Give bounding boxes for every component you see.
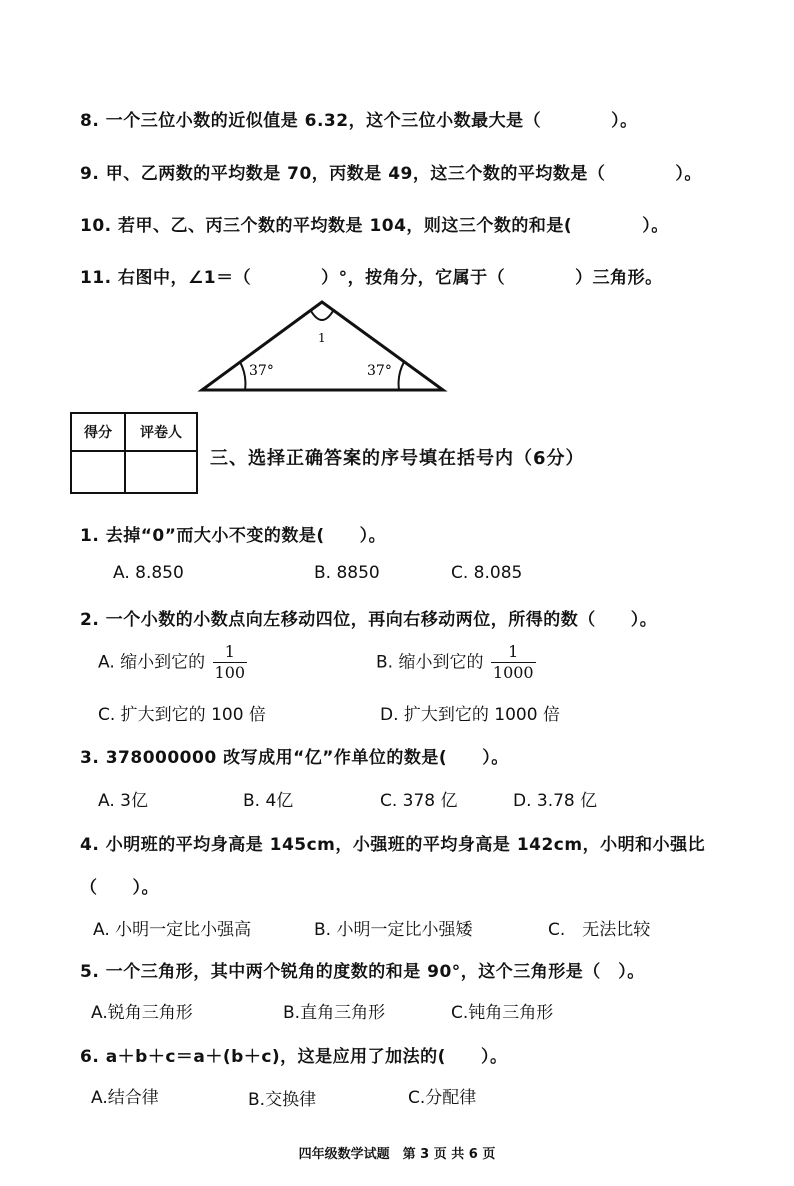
- left-angle-label: 37°: [249, 363, 274, 379]
- fraction-numerator: 1: [213, 642, 248, 663]
- choice-q3-option-a: A. 3亿: [98, 791, 148, 811]
- choice-q1-stem: 1. 去掉“0”而大小不变的数是( ）。: [80, 526, 387, 546]
- section-3-title: 三、选择正确答案的序号填在括号内（6分）: [210, 448, 585, 469]
- triangle-shape: [202, 302, 443, 390]
- fraction-1-100: [213, 642, 248, 683]
- choice-q5-stem: 5. 一个三角形，其中两个锐角的度数的和是 90°，这个三角形是（ ）。: [80, 962, 645, 982]
- choice-q5-option-c: C.钝角三角形: [451, 1003, 554, 1023]
- choice-q2-option-d: D. 扩大到它的 1000 倍: [380, 705, 560, 725]
- choice-q1-option-b: B. 8850: [314, 563, 380, 583]
- score-cell[interactable]: [71, 451, 125, 493]
- choice-q4-stem-line1: 4. 小明班的平均身高是 145cm，小强班的平均身高是 142cm，小明和小强比: [80, 835, 706, 855]
- fill-in-q11: 11. 右图中，∠1＝（ ）°，按角分，它属于（ ）三角形。: [80, 268, 663, 288]
- choice-q2-option-b-text: B. 缩小到它的: [376, 652, 484, 673]
- top-angle-arc: [311, 311, 333, 320]
- choice-q4-option-a: A. 小明一定比小强高: [93, 920, 252, 940]
- left-angle-arc: [240, 362, 245, 390]
- angle-1-label: 1: [318, 331, 326, 345]
- fraction-numerator: 1: [491, 642, 536, 663]
- choice-q2-option-a-text: A. 缩小到它的: [98, 652, 206, 673]
- choice-q5-option-b: B.直角三角形: [283, 1003, 386, 1023]
- score-header: 得分: [71, 413, 125, 451]
- fill-in-q10: 10. 若甲、乙、丙三个数的平均数是 104，则这三个数的和是( ）。: [80, 216, 669, 236]
- grader-cell[interactable]: [125, 451, 197, 493]
- choice-q5-option-a: A.锐角三角形: [91, 1003, 193, 1023]
- choice-q3-option-b: B. 4亿: [243, 791, 294, 811]
- score-box: [70, 412, 198, 494]
- choice-q2-option-c: C. 扩大到它的 100 倍: [98, 705, 266, 725]
- choice-q4-option-c: C. 无法比较: [548, 920, 651, 940]
- fill-in-q8: 8. 一个三位小数的近似值是 6.32，这个三位小数最大是（ ）。: [80, 111, 638, 131]
- choice-q2-option-a: [98, 642, 247, 683]
- right-angle-arc: [399, 362, 404, 390]
- fraction-1-1000: [491, 642, 536, 683]
- fraction-denominator: 1000: [492, 663, 534, 682]
- choice-q4-option-b: B. 小明一定比小强矮: [314, 920, 473, 940]
- fill-in-q9: 9. 甲、乙两数的平均数是 70，丙数是 49，这三个数的平均数是（ ）。: [80, 164, 702, 184]
- choice-q4-stem-line2: （ ）。: [80, 878, 159, 898]
- choice-q3-option-c: C. 378 亿: [380, 791, 458, 811]
- choice-q6-option-c: C.分配律: [408, 1088, 477, 1108]
- right-angle-label: 37°: [367, 363, 392, 379]
- grader-header: 评卷人: [125, 413, 197, 451]
- choice-q3-stem: 3. 378000000 改写成用“亿”作单位的数是( ）。: [80, 748, 509, 768]
- choice-q1-option-c: C. 8.085: [451, 563, 523, 583]
- choice-q2-stem: 2. 一个小数的小数点向左移动四位，再向右移动两位，所得的数（ ）。: [80, 610, 658, 630]
- fraction-denominator: 100: [214, 663, 246, 682]
- choice-q6-stem: 6. a＋b＋c＝a＋(b＋c)，这是应用了加法的( ）。: [80, 1047, 508, 1067]
- choice-q1-option-a: A. 8.850: [113, 563, 184, 583]
- choice-q2-option-b: [376, 642, 536, 683]
- choice-q3-option-d: D. 3.78 亿: [513, 791, 598, 811]
- choice-q6-option-a: A.结合律: [91, 1088, 159, 1108]
- choice-q6-option-b: B.交换律: [248, 1090, 317, 1110]
- triangle-figure: [195, 295, 450, 395]
- page-footer: 四年级数学试题 第 3 页 共 6 页: [298, 1147, 496, 1162]
